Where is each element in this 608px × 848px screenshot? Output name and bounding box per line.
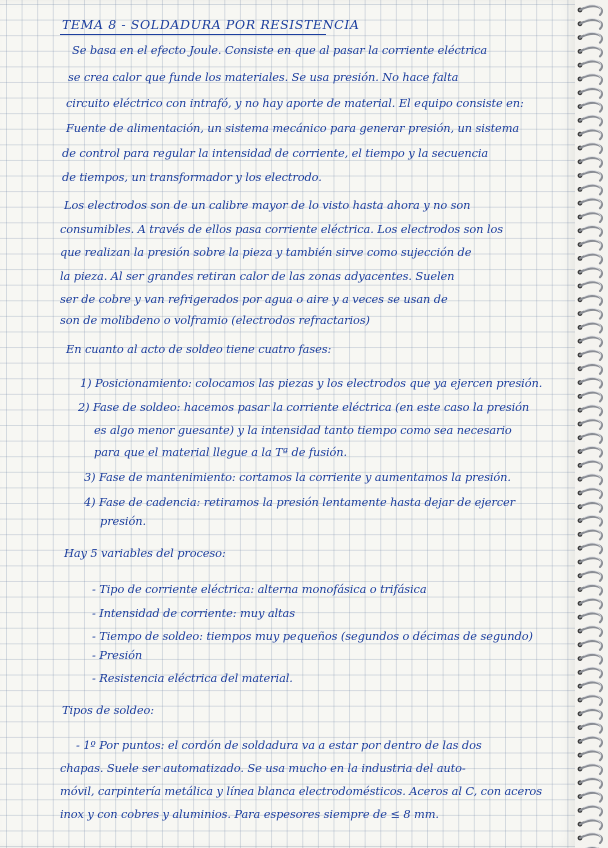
spiral-ring: [580, 517, 602, 526]
text-line: consumibles. A través de ellos pasa corriente eléctrica. Los electrodos son los: [60, 222, 503, 236]
spiral-ring: [580, 48, 602, 57]
title-underline: [60, 34, 326, 35]
spiral-ring: [580, 324, 602, 333]
spiral-ring: [580, 241, 602, 250]
spiral-ring: [580, 655, 602, 664]
page-title: TEMA 8 - SOLDADURA POR RESISTENCIA: [62, 17, 360, 32]
text-line: presión.: [100, 514, 146, 528]
spiral-ring: [580, 117, 602, 126]
text-line: para que el material llegue a la Tª de fusión.: [94, 445, 348, 459]
spiral-ring: [580, 627, 602, 636]
text-line: de control para regular la intensidad de corriente, el tiempo y la secuencia: [62, 146, 489, 160]
text-line: - Tipo de corriente eléctrica: alterna monofásica o trifásica: [92, 582, 427, 596]
spiral-ring: [580, 696, 602, 705]
spiral-ring: [580, 613, 602, 622]
spiral-ring: [580, 296, 602, 305]
spiral-ring: [580, 669, 602, 678]
spiral-ring: [580, 751, 602, 760]
spiral-ring: [580, 227, 602, 236]
text-line: - 1º Por puntos: el cordón de soldadura va a estar por dentro de las dos: [76, 738, 482, 752]
spiral-ring: [580, 255, 602, 264]
spiral-ring: [580, 365, 602, 374]
spiral-ring: [580, 158, 602, 167]
text-line: circuito eléctrico con intrafó, y no hay aporte de material. El equipo consiste en:: [66, 96, 524, 110]
text-line: que realizan la presión sobre la pieza y también sirve como sujección de: [60, 245, 472, 259]
spiral-ring: [580, 103, 602, 112]
text-line: móvil, carpintería metálica y línea blanca electrodomésticos. Aceros al C, con aceros: [60, 784, 542, 798]
text-line: Hay 5 variables del proceso:: [64, 546, 226, 560]
text-line: - Resistencia eléctrica del material.: [92, 671, 293, 685]
spiral-ring: [580, 434, 602, 443]
spiral-ring: [580, 834, 602, 843]
spiral-ring: [580, 724, 602, 733]
spiral-ring: [580, 807, 602, 816]
spiral-ring: [580, 558, 602, 567]
text-line: la pieza. Al ser grandes retiran calor de las zonas adyacentes. Suelen: [60, 269, 455, 283]
spiral-ring: [580, 172, 602, 181]
text-line: Se basa en el efecto Joule. Consiste en que al pasar la corriente eléctrica: [72, 43, 488, 57]
text-line: es algo menor guesante) y la intensidad tanto tiempo como sea necesario: [94, 423, 512, 437]
spiral-ring: [580, 448, 602, 457]
spiral-ring: [580, 310, 602, 319]
text-line: son de molibdeno o volframio (electrodos refractarios): [60, 313, 370, 327]
spiral-ring: [580, 75, 602, 84]
spiral-ring: [580, 144, 602, 153]
spiral-ring: [580, 337, 602, 346]
spiral-binding: [574, 0, 608, 848]
spiral-ring: [580, 600, 602, 609]
spiral-ring: [580, 820, 602, 829]
spiral-ring: [580, 89, 602, 98]
text-line: ser de cobre y van refrigerados por agua o aire y a veces se usan de: [60, 292, 448, 306]
spiral-ring: [580, 213, 602, 222]
text-line: 3) Fase de mantenimiento: cortamos la corriente y aumentamos la presión.: [84, 470, 511, 484]
spiral-ring: [580, 199, 602, 208]
text-line: Fuente de alimentación, un sistema mecánico para generar presión, un sistema: [66, 121, 520, 135]
spiral-ring: [580, 682, 602, 691]
text-line: se crea calor que funde los materiales. Se usa presión. No hace falta: [68, 70, 459, 84]
spiral-ring: [580, 544, 602, 553]
text-line: - Tiempo de soldeo: tiempos muy pequeños (segundos o décimas de segundo): [92, 629, 533, 643]
spiral-ring: [580, 6, 602, 15]
spiral-ring: [580, 268, 602, 277]
text-line: Tipos de soldeo:: [62, 703, 154, 717]
text-line: chapas. Suele ser automatizado. Se usa mucho en la industria del auto-: [60, 761, 466, 775]
text-line: - Intensidad de corriente: muy altas: [92, 606, 295, 620]
text-line: 4) Fase de cadencia: retiramos la presión lentamente hasta dejar de ejercer: [84, 495, 515, 509]
spiral-ring: [580, 462, 602, 471]
text-line: Los electrodos son de un calibre mayor de lo visto hasta ahora y no son: [64, 198, 471, 212]
spiral-ring: [580, 793, 602, 802]
spiral-ring: [580, 586, 602, 595]
spiral-ring: [580, 765, 602, 774]
spiral-ring: [580, 710, 602, 719]
spiral-ring: [580, 186, 602, 195]
spiral-ring: [580, 20, 602, 29]
text-line: - Presión: [92, 648, 143, 662]
spiral-ring: [580, 503, 602, 512]
spiral-ring: [580, 641, 602, 650]
text-line: 1) Posicionamiento: colocamos las piezas y los electrodos que ya ejercen presión.: [80, 376, 543, 390]
spiral-ring: [580, 393, 602, 402]
spiral-ring: [580, 34, 602, 43]
text-line: inox y con cobres y aluminios. Para espesores siempre de ≤ 8 mm.: [60, 807, 439, 821]
spiral-ring: [580, 779, 602, 788]
spiral-ring: [580, 738, 602, 747]
spiral-ring: [580, 61, 602, 70]
spiral-ring: [580, 475, 602, 484]
spiral-ring: [580, 406, 602, 415]
text-line: 2) Fase de soldeo: hacemos pasar la corriente eléctrica (en este caso la presión: [78, 400, 530, 414]
spiral-ring: [580, 420, 602, 429]
spiral-ring: [580, 351, 602, 360]
spiral-ring: [580, 531, 602, 540]
spiral-ring: [580, 282, 602, 291]
text-line: En cuanto al acto de soldeo tiene cuatro fases:: [66, 342, 332, 356]
spiral-ring: [580, 379, 602, 388]
spiral-ring: [580, 130, 602, 139]
spiral-ring: [580, 572, 602, 581]
text-line: de tiempos, un transformador y los electrodo.: [62, 170, 322, 184]
spiral-ring: [580, 489, 602, 498]
